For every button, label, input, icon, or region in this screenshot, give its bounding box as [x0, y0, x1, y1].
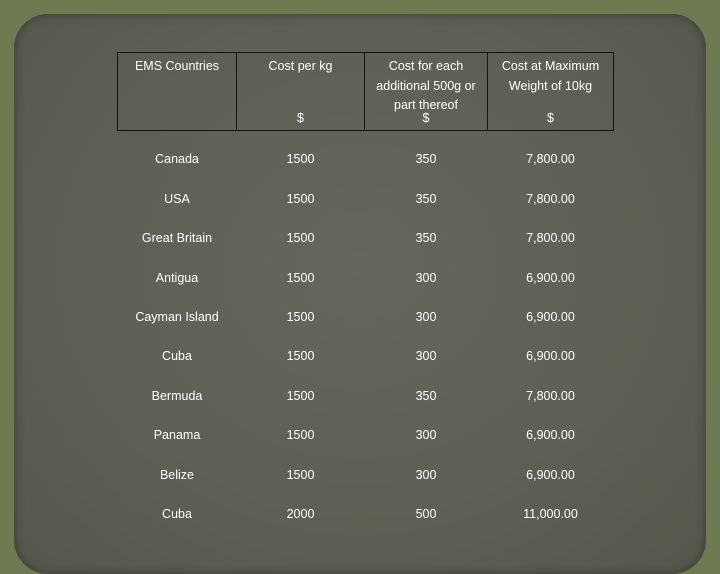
cell-cost-max-text: 6,900.00	[526, 309, 575, 324]
table-row	[118, 131, 614, 171]
cell-cost-per-kg-text: 1500	[286, 349, 315, 364]
header-cost-max	[488, 53, 614, 131]
cell-country	[118, 407, 237, 446]
cell-cost-max-text: 7,800.00	[526, 388, 575, 403]
cell-country-text: Canada	[155, 152, 199, 167]
cell-cost-per-kg	[237, 131, 365, 171]
cell-country-text: USA	[164, 191, 190, 206]
cell-cost-max	[488, 170, 614, 209]
cell-country	[118, 328, 237, 367]
cell-cost-per-kg-text: 1500	[286, 388, 315, 403]
cell-cost-additional-text: 300	[415, 428, 437, 443]
cell-country-text: Cuba	[162, 506, 192, 521]
cell-country-text: Panama	[153, 428, 201, 443]
cell-cost-per-kg	[237, 210, 365, 249]
cell-cost-max	[488, 407, 614, 446]
cell-cost-max-text: 7,800.00	[526, 191, 575, 206]
cell-cost-max	[488, 446, 614, 485]
cell-cost-max	[488, 328, 614, 367]
cell-cost-max-text: 6,900.00	[526, 349, 575, 364]
cell-country	[118, 170, 237, 209]
header-countries	[118, 53, 237, 131]
cell-country-text: Antigua	[155, 270, 199, 285]
cell-cost-max	[488, 289, 614, 328]
cell-country	[118, 210, 237, 249]
cell-cost-per-kg	[237, 328, 365, 367]
cell-cost-additional	[365, 328, 488, 367]
table-row	[118, 249, 614, 288]
table-row	[118, 210, 614, 249]
header-label: EMS Countries	[134, 59, 220, 73]
cell-cost-additional	[365, 486, 488, 525]
cell-cost-max-text: 6,900.00	[526, 467, 575, 482]
cell-cost-additional-text: 350	[415, 231, 437, 246]
cell-cost-per-kg	[237, 249, 365, 288]
cell-cost-max	[488, 249, 614, 288]
cell-cost-per-kg-text: 1500	[286, 152, 315, 167]
cell-cost-additional	[365, 446, 488, 485]
cell-cost-additional-text: 500	[415, 506, 437, 521]
cell-cost-per-kg	[237, 446, 365, 485]
cell-cost-additional-text: 350	[415, 191, 437, 206]
cell-cost-per-kg	[237, 407, 365, 446]
cell-country-text: Belize	[159, 467, 195, 482]
cell-cost-additional	[365, 170, 488, 209]
cell-cost-max	[488, 131, 614, 171]
header-cost-per-kg	[237, 53, 365, 131]
cell-cost-additional	[365, 367, 488, 406]
cell-cost-additional-text: 350	[415, 388, 437, 403]
header-cost-additional	[365, 53, 488, 131]
table-row	[118, 328, 614, 367]
cell-cost-per-kg	[237, 367, 365, 406]
table-row	[118, 446, 614, 485]
table-row	[118, 407, 614, 446]
cell-cost-per-kg-text: 1500	[286, 231, 315, 246]
table-row	[118, 486, 614, 525]
cell-cost-additional-text: 350	[415, 152, 437, 167]
header-label: Cost per kg	[268, 59, 333, 73]
header-unit: $	[547, 110, 554, 125]
cell-country	[118, 249, 237, 288]
cell-country-text: Cayman Island	[135, 309, 219, 324]
cell-cost-max-text: 7,800.00	[526, 152, 575, 167]
cell-cost-per-kg	[237, 486, 365, 525]
cell-cost-max-text: 7,800.00	[526, 231, 575, 246]
cell-cost-additional-text: 300	[415, 309, 437, 324]
ems-rates-table	[117, 52, 614, 525]
header-label: Cost for each additional 500g or part thereof	[376, 59, 476, 112]
cell-country	[118, 446, 237, 485]
cell-cost-per-kg	[237, 289, 365, 328]
table-row	[118, 289, 614, 328]
cell-country	[118, 131, 237, 171]
cell-cost-additional	[365, 407, 488, 446]
cell-cost-additional	[365, 249, 488, 288]
table-row	[118, 367, 614, 406]
cell-country	[118, 367, 237, 406]
cell-cost-per-kg-text: 1500	[286, 191, 315, 206]
cell-country	[118, 486, 237, 525]
table-header-row	[118, 53, 614, 131]
cell-cost-max	[488, 486, 614, 525]
cell-cost-additional-text: 300	[415, 349, 437, 364]
cell-cost-max-text: 6,900.00	[526, 270, 575, 285]
table-row	[118, 170, 614, 209]
cell-cost-per-kg-text: 1500	[286, 270, 315, 285]
cell-cost-additional	[365, 210, 488, 249]
cell-cost-additional	[365, 289, 488, 328]
cell-cost-per-kg-text: 1500	[286, 309, 315, 324]
cell-country-text: Great Britain	[141, 231, 213, 246]
cell-cost-max	[488, 210, 614, 249]
cell-cost-additional	[365, 131, 488, 171]
cell-cost-max-text: 11,000.00	[523, 506, 578, 521]
cell-cost-max-text: 6,900.00	[526, 428, 575, 443]
cell-cost-additional-text: 300	[415, 467, 437, 482]
cell-country-text: Bermuda	[151, 388, 203, 403]
cell-cost-per-kg-text: 1500	[286, 467, 315, 482]
cell-country-text: Cuba	[162, 349, 192, 364]
cell-cost-additional-text: 300	[415, 270, 437, 285]
cell-cost-per-kg	[237, 170, 365, 209]
header-unit: $	[422, 110, 430, 125]
cell-cost-per-kg-text: 2000	[286, 506, 315, 521]
header-unit: $	[297, 110, 304, 125]
cell-cost-per-kg-text: 1500	[286, 428, 315, 443]
cell-cost-max	[488, 367, 614, 406]
cell-country	[118, 289, 237, 328]
header-label: Cost at Maximum Weight of 10kg	[501, 59, 600, 93]
